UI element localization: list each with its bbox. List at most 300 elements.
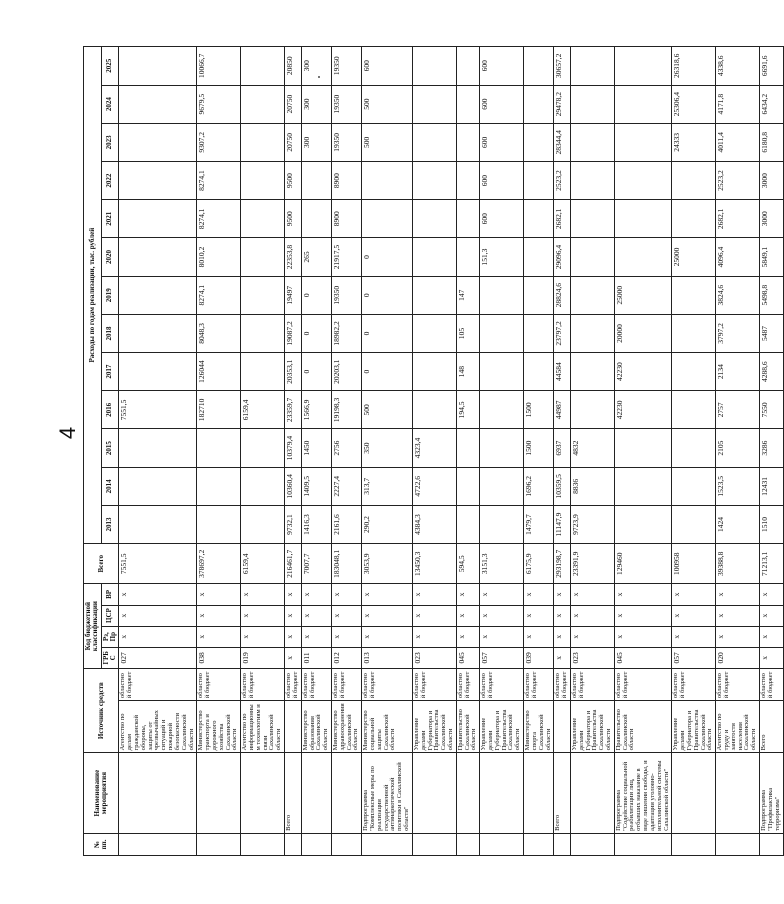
row-year-value: 600 bbox=[480, 161, 524, 199]
header-num: № пп. bbox=[84, 833, 119, 855]
row-year-value: 8900 bbox=[331, 200, 361, 238]
row-year-value: 25000 bbox=[614, 276, 672, 314]
row-year-value: 9500 bbox=[285, 200, 302, 238]
row-year-value: 10359,5 bbox=[554, 467, 571, 505]
row-total: 13450,3 bbox=[412, 544, 456, 584]
table-row bbox=[760, 47, 783, 856]
row-year-value bbox=[524, 161, 554, 199]
row-name bbox=[524, 753, 554, 833]
row-source: Управление делами Губернатора и Правительства Сахалинской области bbox=[480, 701, 524, 753]
row-year-value: 4011,4 bbox=[716, 123, 760, 161]
row-year-value: 29096,4 bbox=[554, 238, 571, 276]
row-year-value: 2682,1 bbox=[554, 200, 571, 238]
row-year-value: 6159,4 bbox=[241, 391, 285, 429]
row-year-value bbox=[672, 353, 716, 391]
row-year-value bbox=[301, 161, 331, 199]
row-year-value: 3824,6 bbox=[716, 276, 760, 314]
row-code: x bbox=[760, 605, 783, 626]
header-year-col: 2021 bbox=[101, 200, 119, 238]
row-code: x bbox=[614, 605, 672, 626]
row-year-value bbox=[524, 200, 554, 238]
row-year-value bbox=[570, 200, 614, 238]
row-code: x bbox=[456, 605, 479, 626]
table-body bbox=[119, 47, 783, 856]
row-year-value: 300 bbox=[301, 47, 331, 86]
header-year-col: 2019 bbox=[101, 276, 119, 314]
row-year-value: 19198,3 bbox=[331, 391, 361, 429]
row-year-value: 2134 bbox=[716, 353, 760, 391]
row-year-value: 194,5 bbox=[456, 391, 479, 429]
row-year-value bbox=[241, 238, 285, 276]
row-num bbox=[197, 833, 241, 855]
row-name bbox=[197, 753, 241, 833]
row-year-value bbox=[570, 161, 614, 199]
row-year-value: 26318,6 bbox=[672, 47, 716, 86]
row-code: 045 bbox=[456, 647, 479, 668]
row-total: 3053,9 bbox=[362, 544, 413, 584]
row-num bbox=[614, 833, 672, 855]
row-year-value bbox=[456, 505, 479, 543]
row-year-value: 8010,2 bbox=[197, 238, 241, 276]
header-row-1 bbox=[84, 47, 102, 856]
row-year-value bbox=[119, 467, 197, 505]
row-year-value: 28824,6 bbox=[554, 276, 571, 314]
row-code: x bbox=[716, 584, 760, 605]
row-year-value bbox=[197, 429, 241, 467]
row-total: 71213,1 bbox=[760, 544, 783, 584]
row-year-value: 2756 bbox=[331, 429, 361, 467]
row-code: 027 bbox=[119, 647, 197, 668]
row-year-value bbox=[614, 429, 672, 467]
row-total: 7007,7 bbox=[301, 544, 331, 584]
row-code: x bbox=[285, 626, 302, 647]
header-code-col: Рз, Пр bbox=[101, 626, 119, 647]
header-year-col: 2018 bbox=[101, 314, 119, 352]
row-code: x bbox=[570, 584, 614, 605]
row-year-value bbox=[456, 200, 479, 238]
row-code: x bbox=[197, 584, 241, 605]
row-year-value: 11147,9 bbox=[554, 505, 571, 543]
row-year-value: 20353,1 bbox=[285, 353, 302, 391]
row-year-value bbox=[480, 429, 524, 467]
row-year-value: 0 bbox=[362, 353, 413, 391]
row-budget-type: областной бюджет bbox=[412, 668, 456, 700]
row-total: 100958 bbox=[672, 544, 716, 584]
row-year-value: 2161,6 bbox=[331, 505, 361, 543]
row-source bbox=[554, 701, 571, 753]
row-budget-type: областной бюджет bbox=[362, 668, 413, 700]
row-code: 045 bbox=[614, 647, 672, 668]
row-total: 3151,3 bbox=[480, 544, 524, 584]
row-code: x bbox=[716, 605, 760, 626]
table-row bbox=[285, 47, 302, 856]
row-year-value: 44987 bbox=[554, 391, 571, 429]
row-year-value bbox=[119, 505, 197, 543]
row-code: 019 bbox=[241, 647, 285, 668]
row-code: x bbox=[480, 584, 524, 605]
row-year-value: 9732,1 bbox=[285, 505, 302, 543]
row-code: x bbox=[672, 584, 716, 605]
row-year-value: 151,3 bbox=[480, 238, 524, 276]
row-year-value bbox=[672, 391, 716, 429]
row-year-value: 44584 bbox=[554, 353, 571, 391]
row-year-value: 2523,2 bbox=[554, 161, 571, 199]
row-year-value bbox=[119, 161, 197, 199]
row-name bbox=[456, 753, 479, 833]
table-row bbox=[331, 47, 361, 856]
row-year-value bbox=[614, 200, 672, 238]
row-code: x bbox=[301, 584, 331, 605]
row-total: 6159,4 bbox=[241, 544, 285, 584]
header-year-col: 2013 bbox=[101, 505, 119, 543]
row-name: Всего bbox=[554, 753, 571, 833]
row-year-value: 4171,8 bbox=[716, 85, 760, 123]
row-code: x bbox=[301, 626, 331, 647]
row-year-value: 19350 bbox=[331, 276, 361, 314]
row-year-value: 1500 bbox=[524, 429, 554, 467]
row-year-value: 0 bbox=[362, 238, 413, 276]
row-year-value: 12431 bbox=[760, 467, 783, 505]
row-year-value: 24333 bbox=[672, 123, 716, 161]
row-year-value: 105 bbox=[456, 314, 479, 352]
row-year-value bbox=[241, 467, 285, 505]
row-code: x bbox=[197, 605, 241, 626]
row-year-value: 5487 bbox=[760, 314, 783, 352]
table-row bbox=[480, 47, 524, 856]
row-source: Правительство Сахалинской области bbox=[614, 701, 672, 753]
row-year-value: 3797,2 bbox=[716, 314, 760, 352]
row-budget-type: областной бюджет bbox=[480, 668, 524, 700]
row-year-value: 20203,1 bbox=[331, 353, 361, 391]
table-row bbox=[524, 47, 554, 856]
page-number: 4 bbox=[55, 426, 81, 440]
row-year-value: 10360,4 bbox=[285, 467, 302, 505]
budget-table bbox=[83, 46, 784, 856]
table-row bbox=[301, 47, 331, 856]
row-year-value: 1424 bbox=[716, 505, 760, 543]
table-row bbox=[119, 47, 197, 856]
row-total: 183048,1 bbox=[331, 544, 361, 584]
table-row bbox=[554, 47, 571, 856]
row-code: x bbox=[554, 605, 571, 626]
row-year-value: 1416,3 bbox=[301, 505, 331, 543]
row-year-value: 6434,2 bbox=[760, 85, 783, 123]
row-year-value bbox=[672, 161, 716, 199]
row-year-value: 5498,8 bbox=[760, 276, 783, 314]
row-year-value bbox=[119, 200, 197, 238]
row-year-value: 1479,7 bbox=[524, 505, 554, 543]
row-year-value: 4832 bbox=[570, 429, 614, 467]
row-budget-type: областной бюджет bbox=[119, 668, 197, 700]
row-budget-type: областной бюджет bbox=[456, 668, 479, 700]
row-year-value: 126044 bbox=[197, 353, 241, 391]
row-year-value bbox=[672, 276, 716, 314]
row-budget-type: областной бюджет bbox=[285, 668, 302, 700]
row-year-value: 6180,8 bbox=[760, 123, 783, 161]
row-name: Всего bbox=[285, 753, 302, 833]
row-num bbox=[570, 833, 614, 855]
row-num bbox=[301, 833, 331, 855]
row-num bbox=[524, 833, 554, 855]
row-year-value: 42230 bbox=[614, 353, 672, 391]
row-code: x bbox=[524, 605, 554, 626]
row-year-value bbox=[570, 353, 614, 391]
row-year-value: 500 bbox=[362, 391, 413, 429]
row-code: x bbox=[760, 584, 783, 605]
row-year-value bbox=[524, 314, 554, 352]
row-year-value: 1523,5 bbox=[716, 467, 760, 505]
row-year-value: 19350 bbox=[331, 47, 361, 86]
row-year-value bbox=[524, 353, 554, 391]
row-year-value: 23797,2 bbox=[554, 314, 571, 352]
row-code: x bbox=[119, 584, 197, 605]
row-name: Подпрограмма "Профилактика терроризма" bbox=[760, 753, 783, 833]
row-num bbox=[362, 833, 413, 855]
row-year-value bbox=[241, 276, 285, 314]
row-year-value: 1500 bbox=[524, 391, 554, 429]
row-num bbox=[456, 833, 479, 855]
row-code: x bbox=[119, 605, 197, 626]
row-year-value: 4288,6 bbox=[760, 353, 783, 391]
row-code: x bbox=[331, 584, 361, 605]
row-year-value: 9723,9 bbox=[570, 505, 614, 543]
row-code: x bbox=[241, 626, 285, 647]
row-num bbox=[331, 833, 361, 855]
row-total: 129460 bbox=[614, 544, 672, 584]
row-year-value: 8274,1 bbox=[197, 200, 241, 238]
row-year-value bbox=[456, 47, 479, 86]
row-year-value: 0 bbox=[362, 314, 413, 352]
row-year-value bbox=[241, 123, 285, 161]
row-num bbox=[241, 833, 285, 855]
row-code: x bbox=[285, 647, 302, 668]
row-year-value bbox=[119, 353, 197, 391]
table-row bbox=[716, 47, 760, 856]
header-code-col: ГРБС bbox=[101, 647, 119, 668]
row-code: 057 bbox=[672, 647, 716, 668]
row-year-value bbox=[412, 161, 456, 199]
row-year-value bbox=[614, 467, 672, 505]
row-year-value bbox=[672, 429, 716, 467]
row-year-value: 182710 bbox=[197, 391, 241, 429]
row-year-value: 42230 bbox=[614, 391, 672, 429]
row-year-value: 8900 bbox=[331, 161, 361, 199]
row-total: 23391,9 bbox=[570, 544, 614, 584]
row-year-value: 20750 bbox=[285, 85, 302, 123]
row-code: x bbox=[412, 605, 456, 626]
row-year-value bbox=[524, 47, 554, 86]
row-year-value: 10066,7 bbox=[197, 47, 241, 86]
row-num bbox=[119, 833, 197, 855]
row-code: x bbox=[716, 626, 760, 647]
row-year-value: 0 bbox=[301, 314, 331, 352]
row-budget-type: областной бюджет bbox=[672, 668, 716, 700]
row-code: x bbox=[672, 626, 716, 647]
row-source: Министерство образования Сахалинской области bbox=[301, 701, 331, 753]
row-year-value: 0 bbox=[362, 276, 413, 314]
row-code: x bbox=[412, 626, 456, 647]
row-year-value bbox=[480, 391, 524, 429]
row-source: Агентство по информационным технологиям и связи Сахалинской области bbox=[241, 701, 285, 753]
row-year-value bbox=[241, 429, 285, 467]
row-year-value bbox=[570, 123, 614, 161]
row-year-value: 1566,9 bbox=[301, 391, 331, 429]
row-code: x bbox=[241, 605, 285, 626]
row-year-value bbox=[241, 353, 285, 391]
row-year-value bbox=[412, 47, 456, 86]
row-year-value bbox=[241, 85, 285, 123]
row-year-value bbox=[456, 161, 479, 199]
row-num bbox=[760, 833, 783, 855]
row-code: x bbox=[412, 584, 456, 605]
row-code: x bbox=[570, 626, 614, 647]
row-year-value bbox=[119, 47, 197, 86]
row-year-value bbox=[119, 238, 197, 276]
row-year-value bbox=[480, 276, 524, 314]
table-row bbox=[412, 47, 456, 856]
row-name bbox=[301, 753, 331, 833]
row-year-value: 2757 bbox=[716, 391, 760, 429]
row-year-value: 600 bbox=[480, 123, 524, 161]
header-year-col: 2017 bbox=[101, 353, 119, 391]
row-year-value: 19497 bbox=[285, 276, 302, 314]
row-year-value: 19350 bbox=[331, 123, 361, 161]
row-year-value: 5849,1 bbox=[760, 238, 783, 276]
row-year-value bbox=[570, 47, 614, 86]
row-year-value: 19350 bbox=[331, 85, 361, 123]
row-code: x bbox=[672, 605, 716, 626]
row-year-value: 600 bbox=[480, 47, 524, 86]
table-row bbox=[456, 47, 479, 856]
row-code: x bbox=[760, 647, 783, 668]
row-source bbox=[285, 701, 302, 753]
row-year-value: 600 bbox=[362, 47, 413, 86]
row-year-value bbox=[241, 505, 285, 543]
row-name: Подпрограмма "Комплексные меры по реализации государственной антинаркотической политики в Сахалинской области" bbox=[362, 753, 413, 833]
row-code: 012 bbox=[331, 647, 361, 668]
row-year-value bbox=[241, 314, 285, 352]
row-year-value bbox=[480, 353, 524, 391]
header-name: Наименование мероприятия bbox=[84, 753, 119, 833]
row-source: Агентство по делам гражданской обороны, защиты от чрезвычайных ситуаций и пожарной безопасности Сахалинской области bbox=[119, 701, 197, 753]
row-year-value: 21917,5 bbox=[331, 238, 361, 276]
row-year-value: 10379,4 bbox=[285, 429, 302, 467]
row-year-value: 9500 bbox=[285, 161, 302, 199]
row-year-value: 8836 bbox=[570, 467, 614, 505]
row-year-value: 7551,5 bbox=[119, 391, 197, 429]
row-source: Министерство транспорта и дорожного хозяйства Сахалинской области bbox=[197, 701, 241, 753]
row-code: 023 bbox=[412, 647, 456, 668]
row-name bbox=[716, 753, 760, 833]
row-year-value: 3000 bbox=[760, 200, 783, 238]
header-total: Всего bbox=[84, 544, 119, 584]
row-year-value: 350 bbox=[362, 429, 413, 467]
row-year-value: 2227,4 bbox=[331, 467, 361, 505]
row-code: x bbox=[197, 626, 241, 647]
row-year-value: 18982,2 bbox=[331, 314, 361, 352]
row-year-value bbox=[614, 123, 672, 161]
row-year-value bbox=[301, 200, 331, 238]
row-code: x bbox=[362, 584, 413, 605]
row-year-value: 4384,3 bbox=[412, 505, 456, 543]
row-name: Подпрограмма "Содействие социальной реабилитации лиц, отбывших наказание в виде лишения свободы, и адаптации уголовно-исполнительной системы Сахалинской области" bbox=[614, 753, 672, 833]
row-total: 293198,7 bbox=[554, 544, 571, 584]
header-year-col: 2015 bbox=[101, 429, 119, 467]
row-year-value: 600 bbox=[480, 200, 524, 238]
row-year-value: 313,7 bbox=[362, 467, 413, 505]
header-code-col: ЦСР bbox=[101, 605, 119, 626]
row-code: x bbox=[456, 584, 479, 605]
row-year-value: 25000 bbox=[672, 238, 716, 276]
row-year-value bbox=[480, 505, 524, 543]
row-source: Правительство Сахалинской области bbox=[456, 701, 479, 753]
row-year-value: 4096,4 bbox=[716, 238, 760, 276]
row-source: Управление делами Губернатора и Правительства Сахалинской области bbox=[412, 701, 456, 753]
row-year-value bbox=[480, 467, 524, 505]
row-year-value bbox=[119, 276, 197, 314]
row-year-value bbox=[197, 467, 241, 505]
row-code: x bbox=[760, 626, 783, 647]
row-name bbox=[119, 753, 197, 833]
row-year-value: 500 bbox=[362, 123, 413, 161]
row-year-value: 4338,6 bbox=[716, 47, 760, 86]
row-year-value: 6937 bbox=[554, 429, 571, 467]
row-year-value bbox=[197, 505, 241, 543]
row-budget-type: областной бюджет bbox=[614, 668, 672, 700]
row-year-value: 29478,2 bbox=[554, 85, 571, 123]
row-code: 011 bbox=[301, 647, 331, 668]
row-code: x bbox=[119, 626, 197, 647]
row-name bbox=[241, 753, 285, 833]
row-year-value: 1450 bbox=[301, 429, 331, 467]
row-year-value: 25306,4 bbox=[672, 85, 716, 123]
row-year-value bbox=[362, 200, 413, 238]
row-year-value: 20750 bbox=[285, 123, 302, 161]
header-code-col: ВР bbox=[101, 584, 119, 605]
row-year-value: 600 bbox=[480, 85, 524, 123]
row-code: x bbox=[480, 605, 524, 626]
row-code: x bbox=[480, 626, 524, 647]
row-year-value bbox=[412, 123, 456, 161]
row-year-value: 0 bbox=[301, 276, 331, 314]
row-year-value bbox=[412, 276, 456, 314]
row-name bbox=[570, 753, 614, 833]
row-year-value bbox=[570, 85, 614, 123]
row-code: x bbox=[331, 626, 361, 647]
header-year-col: 2023 bbox=[101, 123, 119, 161]
row-year-value: 1510 bbox=[760, 505, 783, 543]
row-budget-type: областной бюджет bbox=[331, 668, 361, 700]
row-year-value: 28344,4 bbox=[554, 123, 571, 161]
row-year-value bbox=[412, 85, 456, 123]
row-budget-type: областной бюджет bbox=[716, 668, 760, 700]
row-year-value: 300 bbox=[301, 85, 331, 123]
row-year-value bbox=[614, 47, 672, 86]
row-year-value bbox=[614, 161, 672, 199]
header-year-col: 2016 bbox=[101, 391, 119, 429]
row-year-value: 9679,5 bbox=[197, 85, 241, 123]
row-year-value: 290,2 bbox=[362, 505, 413, 543]
row-code: x bbox=[241, 584, 285, 605]
row-num bbox=[285, 833, 302, 855]
row-year-value: 0 bbox=[301, 353, 331, 391]
row-source: Агентство по труду и занятости населения Сахалинской области bbox=[716, 701, 760, 753]
row-num bbox=[672, 833, 716, 855]
row-year-value: 147 bbox=[456, 276, 479, 314]
row-budget-type: областной бюджет bbox=[241, 668, 285, 700]
row-year-value: 265 bbox=[301, 238, 331, 276]
row-year-value bbox=[412, 391, 456, 429]
